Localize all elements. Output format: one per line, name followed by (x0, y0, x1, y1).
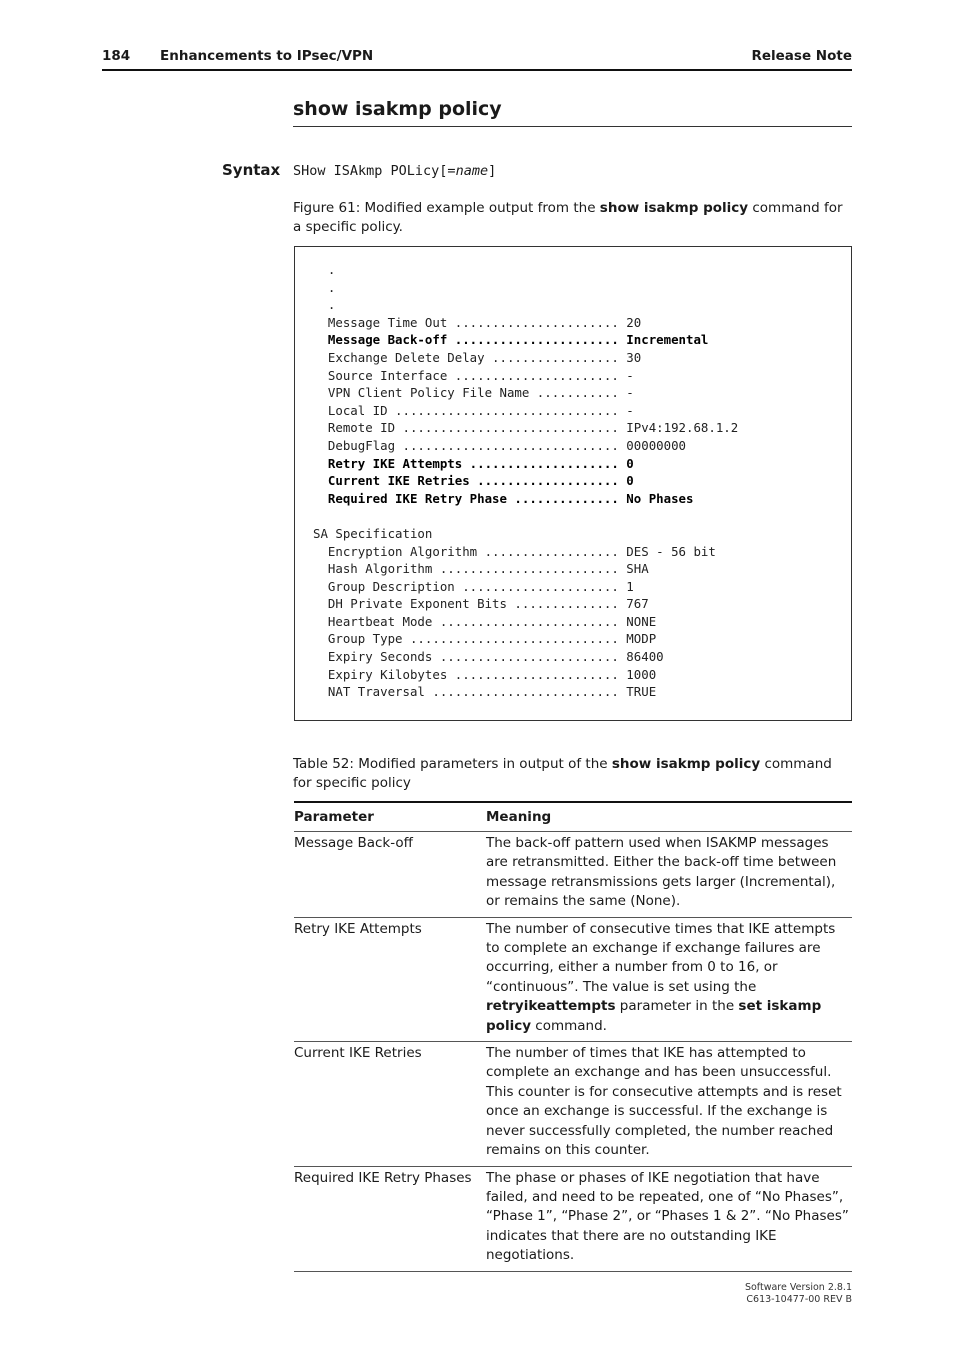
table-caption-prefix: Table 52: Modified parameters in output of the (293, 756, 612, 772)
page-footer (745, 1282, 852, 1306)
page-number: 184 (102, 48, 131, 64)
output-line: Message Back-off ...................... Incremental (313, 332, 709, 348)
output-line (313, 507, 738, 525)
meaning-cell (486, 1042, 852, 1165)
meaning-cell (486, 918, 852, 1041)
example-output (313, 261, 738, 701)
output-line: Hash Algorithm ........................ SHA (313, 561, 649, 577)
meaning-text: The back-off pattern used when ISAKMP messages are retransmitted. Either the back-off time between message retransmissions gets larger (Incremental), or remains the same (None). (486, 835, 837, 910)
figure-caption-suffix: command for a specific policy. (293, 200, 843, 235)
software-version: Software Version 2.8.1 (744, 1282, 852, 1293)
syntax-close: ] (488, 163, 497, 179)
document-id: C613-10477-00 REV B (746, 1294, 852, 1305)
meaning-text: command. (531, 1017, 607, 1034)
meaning-text: parameter in the (615, 998, 739, 1015)
output-line: Encryption Algorithm .................. DES - 56 bit (313, 543, 716, 559)
syntax-param: name (455, 163, 489, 179)
output-line: DebugFlag ............................. 00000000 (313, 437, 686, 453)
header-meaning: Meaning (486, 809, 552, 825)
figure-caption (293, 199, 853, 237)
meaning-keyword: set iskamp policy (486, 998, 822, 1034)
figure-caption-prefix: Figure 61: Modified example output from the (293, 200, 600, 216)
output-line: DH Private Exponent Bits .............. 767 (313, 596, 649, 612)
table-caption-suffix: command for specific policy (293, 756, 832, 791)
output-line: Group Type ............................ MODP (313, 631, 657, 647)
output-line: Current IKE Retries ................... 0 (313, 473, 634, 489)
output-line: Local ID .............................. - (313, 402, 634, 418)
example-output-box (294, 246, 852, 721)
output-line: SA Specification (313, 525, 433, 541)
syntax-command-text: SHow ISAkmp POLicy[= (293, 163, 456, 179)
section-title: show isakmp policy (293, 98, 852, 127)
output-line: . (313, 279, 336, 295)
output-line: Remote ID ............................. IPv4:192.68.1.2 (313, 420, 739, 436)
table-row (294, 1042, 852, 1166)
table-row (294, 832, 852, 918)
output-line: Source Interface ...................... - (313, 367, 634, 383)
output-line: Expiry Seconds ........................ 86400 (313, 649, 664, 665)
meaning-keyword: retryikeattempts (486, 998, 616, 1015)
parameter-cell: Required IKE Retry Phases (294, 1169, 472, 1186)
output-line: Message Time Out ...................... 20 (313, 314, 642, 330)
meaning-text: The number of consecutive times that IKE attempts to complete an exchange if exchange failures are occurring, either a number from 0 to 16, or “continuous”. The value is set using the (486, 920, 836, 995)
table-row (294, 1167, 852, 1272)
table-caption (293, 755, 853, 793)
output-line: Expiry Kilobytes ...................... 1000 (313, 666, 657, 682)
output-line: Required IKE Retry Phase .............. No Phases (313, 490, 694, 506)
figure-caption-command: show isakmp policy (599, 200, 749, 216)
output-line: NAT Traversal ......................... TRUE (313, 684, 657, 700)
table-body (294, 832, 852, 1272)
output-line: Heartbeat Mode ........................ NONE (313, 613, 657, 629)
header-parameter: Parameter (294, 809, 374, 825)
output-line: VPN Client Policy File Name ........... - (313, 385, 634, 401)
output-line: Exchange Delete Delay ................. 30 (313, 349, 642, 365)
chapter-title: Enhancements to IPsec/VPN (160, 48, 374, 64)
parameter-cell: Message Back-off (294, 835, 413, 851)
meaning-cell (486, 1167, 852, 1271)
parameter-cell: Current IKE Retries (294, 1045, 422, 1062)
output-line: . (313, 297, 336, 313)
meaning-text: The number of times that IKE has attempted to complete an exchange and has been unsuccessful. This counter is for consecutive attempts and is reset once an exchange is successful. If the exchange is never successfully completed, the number reached remains on this counter. (486, 1045, 842, 1159)
parameters-table (294, 801, 852, 1272)
meaning-cell (486, 832, 852, 917)
output-line: . (313, 262, 336, 277)
release-label: Release Note (751, 48, 852, 64)
table-header (294, 803, 852, 832)
output-line: Group Description ..................... 1 (313, 578, 634, 594)
parameter-cell: Retry IKE Attempts (294, 920, 422, 937)
page-header (102, 47, 852, 71)
syntax-label: Syntax (222, 161, 281, 179)
syntax-command (293, 163, 496, 179)
table-row (294, 918, 852, 1042)
output-line: Retry IKE Attempts .................... 0 (313, 455, 634, 471)
meaning-text: The phase or phases of IKE negotiation that have failed, and need to be repeated, one of “No Phases”, “Phase 1”, “Phase 2”, or “Phases 1 & 2”. “No Phases” indicates that there are no outstanding IKE negotiations. (486, 1169, 849, 1264)
table-caption-command: show isakmp policy (611, 756, 761, 772)
